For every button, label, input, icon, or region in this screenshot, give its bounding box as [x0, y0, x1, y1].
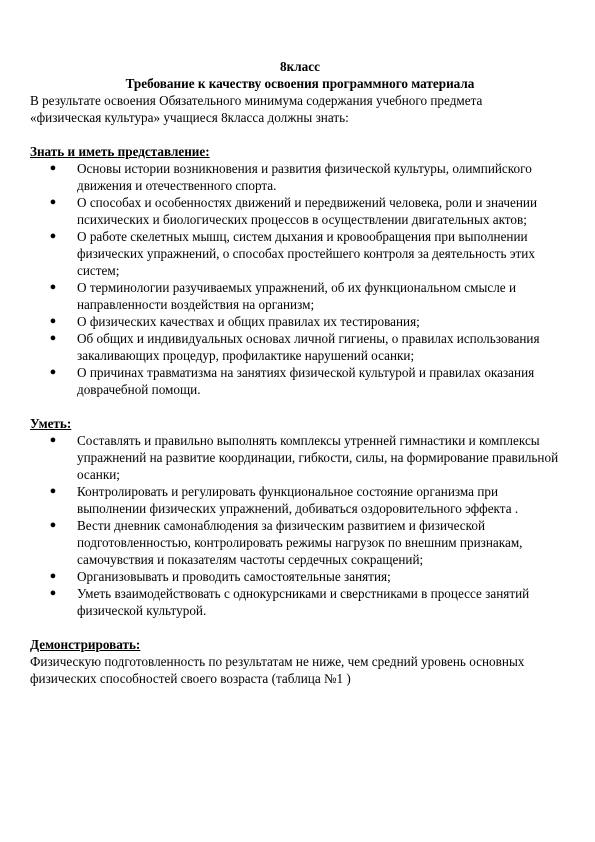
- spacer: [30, 619, 570, 636]
- bullet-icon: ●: [49, 519, 57, 531]
- bullet-icon: ●: [49, 587, 57, 599]
- list-item-text: Составлять и правильно выполнять комплексы утренней гимнастики и комплексы упражнений на развитие координации, гибкости, силы, на формирование правильной осанки;: [77, 433, 559, 482]
- able-section-heading: Уметь:: [30, 416, 72, 431]
- document-title: Требование к качеству освоения программного материала: [125, 76, 475, 91]
- grade-heading: 8класс: [280, 59, 320, 74]
- list-item: [30, 194, 570, 228]
- bullet-icon: ●: [49, 162, 57, 174]
- bullet-icon: ●: [49, 570, 57, 582]
- list-item: [30, 585, 570, 619]
- list-item-text: Об общих и индивидуальных основах личной гигиены, о правилах использования закаливающих процедур, профилактике нарушений осанки;: [77, 331, 540, 363]
- bullet-icon: ●: [49, 315, 57, 327]
- list-item: [30, 432, 570, 483]
- intro-paragraph: [30, 92, 570, 126]
- bullet-icon: ●: [49, 196, 57, 208]
- list-item: [30, 313, 570, 330]
- list-item: [30, 160, 570, 194]
- list-item-text: О причинах травматизма на занятиях физической культурой и правилах оказания доврачебной помощи.: [77, 365, 535, 397]
- bullet-icon: ●: [49, 332, 57, 344]
- list-item-text: Основы истории возникновения и развития физической культуры, олимпийского движения и отечественного спорта.: [77, 161, 532, 193]
- able-list: [30, 432, 570, 619]
- intro-line-1: В результате освоения Обязательного минимума содержания учебного предмета: [30, 93, 483, 108]
- bullet-icon: ●: [49, 434, 57, 446]
- list-item: [30, 483, 570, 517]
- list-item-text: О способах и особенностях движений и передвижений человека, роли и значении психических и биологических процессов в осуществлении двигательных актов;: [77, 195, 538, 227]
- list-item-text: Контролировать и регулировать функциональное состояние организма при выполнении физических упражнений, добиваться оздоровительного эффекта .: [77, 484, 519, 516]
- document-page: [30, 58, 570, 687]
- bullet-icon: ●: [49, 366, 57, 378]
- intro-line-2: «физическая культура» учащиеся 8класса должны знать:: [30, 110, 349, 125]
- list-item: [30, 517, 570, 568]
- demo-paragraph: Физическую подготовленность по результатам не ниже, чем средний уровень основных физических способностей своего возраста (таблица №1 ): [30, 654, 525, 686]
- list-item-text: Уметь взаимодействовать с однокурсниками и сверстниками в процессе занятий физической культурой.: [77, 586, 530, 618]
- spacer: [30, 398, 570, 415]
- bullet-icon: ●: [49, 281, 57, 293]
- list-item: [30, 330, 570, 364]
- list-item-text: Организовывать и проводить самостоятельные занятия;: [77, 569, 391, 584]
- list-item: [30, 279, 570, 313]
- know-section-heading: Знать и иметь представление:: [30, 144, 210, 159]
- list-item: [30, 364, 570, 398]
- demo-section-heading: Демонстрировать:: [30, 637, 141, 652]
- list-item-text: О работе скелетных мышц, систем дыхания и кровообращения при выполнении физических упражнений, о способах простейшего контроля за деятельность этих систем;: [77, 229, 535, 278]
- list-item: [30, 568, 570, 585]
- list-item-text: О физических качествах и общих правилах их тестирования;: [77, 314, 420, 329]
- bullet-icon: ●: [49, 230, 57, 242]
- list-item: [30, 228, 570, 279]
- list-item-text: Вести дневник самонаблюдения за физическим развитием и физической подготовленностью, контролировать режимы нагрузок по внешним признакам, самочувствия и показателям частоты сердечных сокращений;: [77, 518, 523, 567]
- know-list: [30, 160, 570, 398]
- list-item-text: О терминологии разучиваемых упражнений, об их функциональном смысле и направленности воздействия на организм;: [77, 280, 517, 312]
- spacer: [30, 126, 570, 143]
- bullet-icon: ●: [49, 485, 57, 497]
